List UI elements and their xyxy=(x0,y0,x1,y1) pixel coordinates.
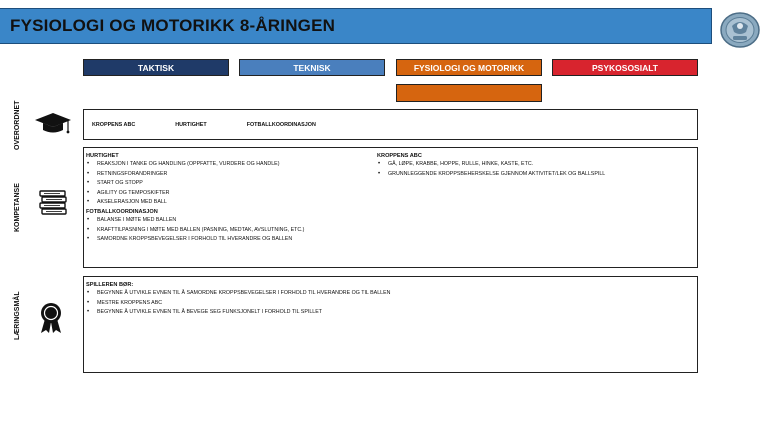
page-title: FYSIOLOGI OG MOTORIKK 8-ÅRINGEN xyxy=(10,16,336,35)
laeringsmal-panel xyxy=(83,276,698,373)
category-fysiologi-og-motorikk[interactable]: FYSIOLOGI OG MOTORIKK xyxy=(396,59,542,76)
spilleren-bor-heading: SPILLEREN BØR: xyxy=(86,282,134,288)
kompetanse-panel xyxy=(83,147,698,268)
section-label-kompetanse: KOMPETANSE xyxy=(14,183,21,232)
list-item: • RETNINGSFORANDRINGER xyxy=(86,170,371,180)
books-icon xyxy=(38,190,68,221)
fotballkoordinasjon-heading: FOTBALLKOORDINASJON xyxy=(86,208,158,215)
list-item: • BEGYNNE Å UTVIKLE EVNEN TIL Å SAMORDNE KROPPSBEVEGELSER I FORHOLD TIL HVERANDRE OG TIL BALLEN xyxy=(86,289,686,299)
category-teknisk[interactable]: TEKNISK xyxy=(239,59,385,76)
list-item: • KRAFTTILPASNING I MØTE MED BALLEN (PASNING, MEDTAK, AVSLUTNING, ETC.) xyxy=(86,226,371,236)
section-label-overordnet: OVERORDNET xyxy=(14,100,21,150)
graduation-cap-icon xyxy=(34,111,72,140)
list-item: • START OG STOPP xyxy=(86,179,371,189)
title-bar xyxy=(0,8,712,44)
kompetanse-right-column xyxy=(377,152,687,179)
kompetanse-left-column xyxy=(86,152,371,245)
list-item: • SAMORDNE KROPPSBEVEGELSER I FORHOLD TIL HVERANDRE OG BALLEN xyxy=(86,235,371,245)
list-item: • AKSELERASJON MED BALL xyxy=(86,198,371,208)
list-item: • BEGYNNE Å UTVIKLE EVNEN TIL Å BEVEGE SEG FUNKSJONELT I FORHOLD TIL SPILLET xyxy=(86,308,686,318)
list-item: • GÅ, LØPE, KRABBE, HOPPE, RULLE, HINKE, KASTE, ETC. xyxy=(377,160,687,170)
list-item: • GRUNNLEGGENDE KROPPSBEHERSKELSE GJENNOM AKTIVITET/LEK OG BALLSPILL xyxy=(377,170,687,180)
hurtighet-heading: HURTIGHET xyxy=(86,153,119,159)
overordnet-item: FOTBALLKOORDINASJON xyxy=(246,121,316,128)
laeringsmal-column xyxy=(86,281,686,318)
section-label-laeringsmal: LÆRINGSMÅL xyxy=(14,291,21,340)
list-item: • MESTRE KROPPENS ABC xyxy=(86,299,686,309)
overordnet-item: HURTIGHET xyxy=(175,121,207,128)
overordnet-panel xyxy=(83,109,698,140)
category-psykososialt[interactable]: PSYKOSOSIALT xyxy=(552,59,698,76)
list-item: • REAKSJON I TANKE OG HANDLING (OPPFATTE, VURDERE OG HANDLE) xyxy=(86,160,371,170)
category-taktisk[interactable]: TAKTISK xyxy=(83,59,229,76)
list-item: • AGILITY OG TEMPOSKIFTER xyxy=(86,189,371,199)
club-badge-icon xyxy=(718,10,762,50)
category-highlight-bar xyxy=(396,84,542,102)
overordnet-item: KROPPENS ABC xyxy=(92,121,136,128)
kroppens-abc-heading: KROPPENS ABC xyxy=(377,153,422,159)
award-ribbon-icon xyxy=(38,302,64,339)
list-item: • BALANSE I MØTE MED BALLEN xyxy=(86,216,371,226)
